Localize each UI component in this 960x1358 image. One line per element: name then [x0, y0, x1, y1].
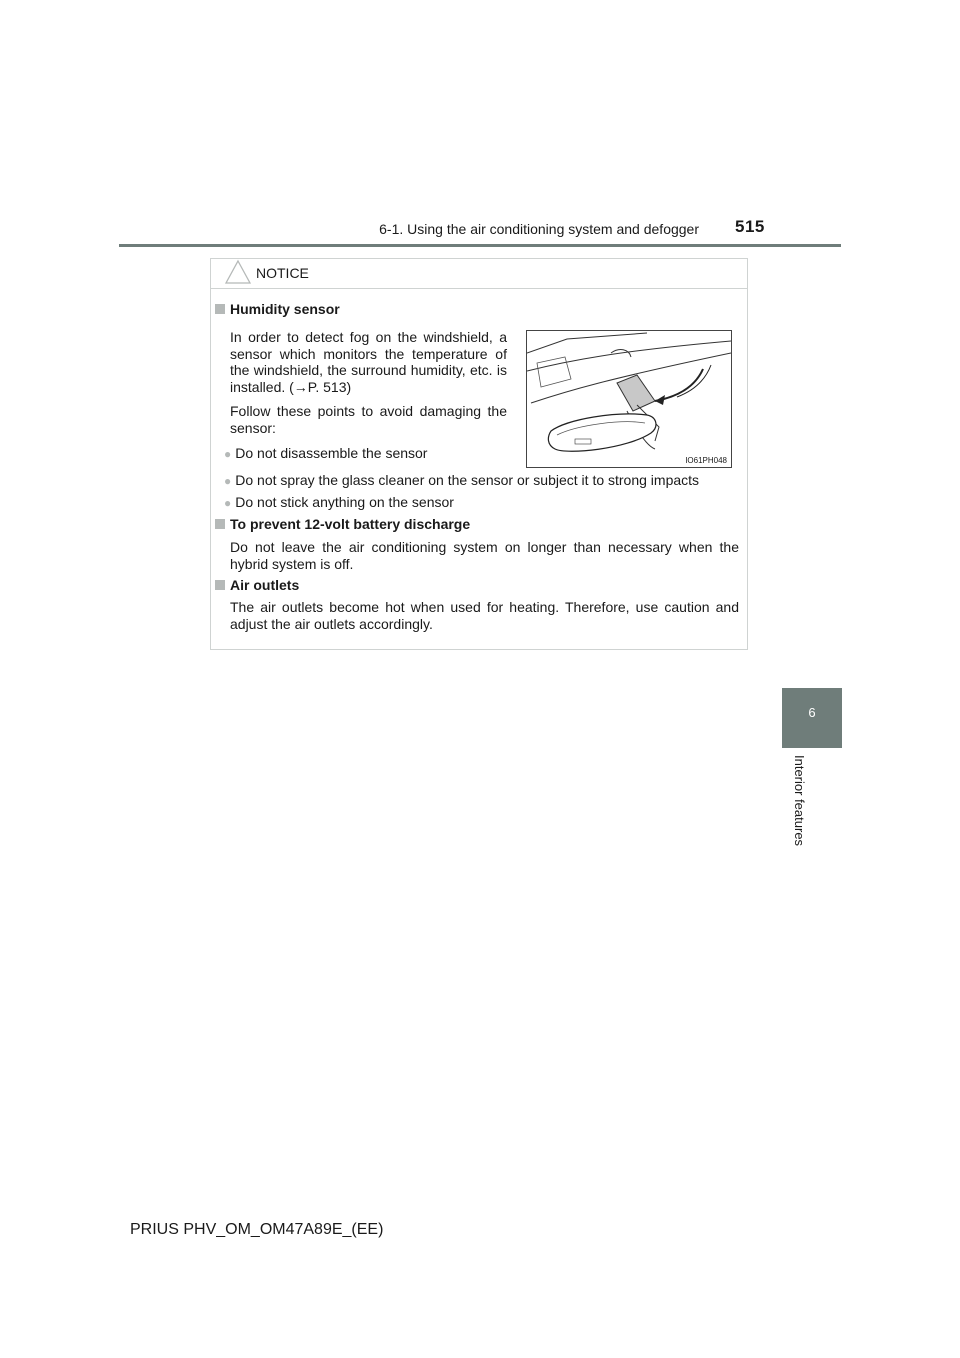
humidity-instructions: Follow these points to avoid damaging the sensor:: [230, 403, 507, 436]
list-item-text: Do not disassemble the sensor: [235, 445, 428, 461]
bullet-dot-icon: ●: [224, 447, 232, 461]
notice-title: NOTICE: [256, 265, 309, 281]
section-title: 6-1. Using the air conditioning system and defogger: [379, 221, 699, 237]
list-item-text: Do not spray the glass cleaner on the sensor or subject it to strong impacts: [235, 472, 700, 488]
page-number: 515: [735, 217, 765, 236]
bullet-dot-icon: ●: [224, 496, 232, 510]
section-square-icon: [215, 304, 225, 314]
outlets-heading-text: Air outlets: [230, 577, 300, 593]
warning-icon: [225, 259, 251, 285]
section-square-icon: [215, 580, 225, 590]
list-item-text: Do not stick anything on the sensor: [235, 494, 454, 510]
section-square-icon: [215, 519, 225, 529]
list-item: [224, 472, 699, 488]
chapter-label: Interior features: [792, 755, 807, 847]
outlets-heading: [215, 577, 299, 593]
header-divider: [119, 244, 841, 247]
outlets-paragraph: The air outlets become hot when used for heating. Therefore, use caution and adjust the air outlets accordingly.: [230, 599, 739, 632]
document-code: PRIUS PHV_OM_OM47A89E_(EE): [130, 1221, 384, 1238]
chapter-tab[interactable]: [782, 688, 842, 748]
notice-box: [210, 258, 748, 650]
list-item: [224, 494, 454, 510]
humidity-sensor-figure: [526, 330, 732, 468]
chapter-number: 6: [808, 705, 816, 720]
battery-heading-text: To prevent 12-volt battery discharge: [230, 516, 471, 532]
bullet-dot-icon: ●: [224, 474, 232, 488]
battery-heading: [215, 516, 470, 532]
mirror-illustration: [527, 331, 731, 467]
notice-header: [211, 259, 747, 289]
list-item: [224, 445, 427, 461]
battery-paragraph: Do not leave the air conditioning system on longer than necessary when the hybrid system is off.: [230, 539, 739, 572]
humidity-paragraph: In order to detect fog on the windshield, a sensor which monitors the temperature of the windshield, the surround humidity, etc. is installed. (→P. 513): [230, 329, 507, 395]
humidity-heading-text: Humidity sensor: [230, 301, 340, 317]
humidity-heading: [215, 301, 340, 317]
figure-code: IO61PH048: [685, 456, 727, 465]
